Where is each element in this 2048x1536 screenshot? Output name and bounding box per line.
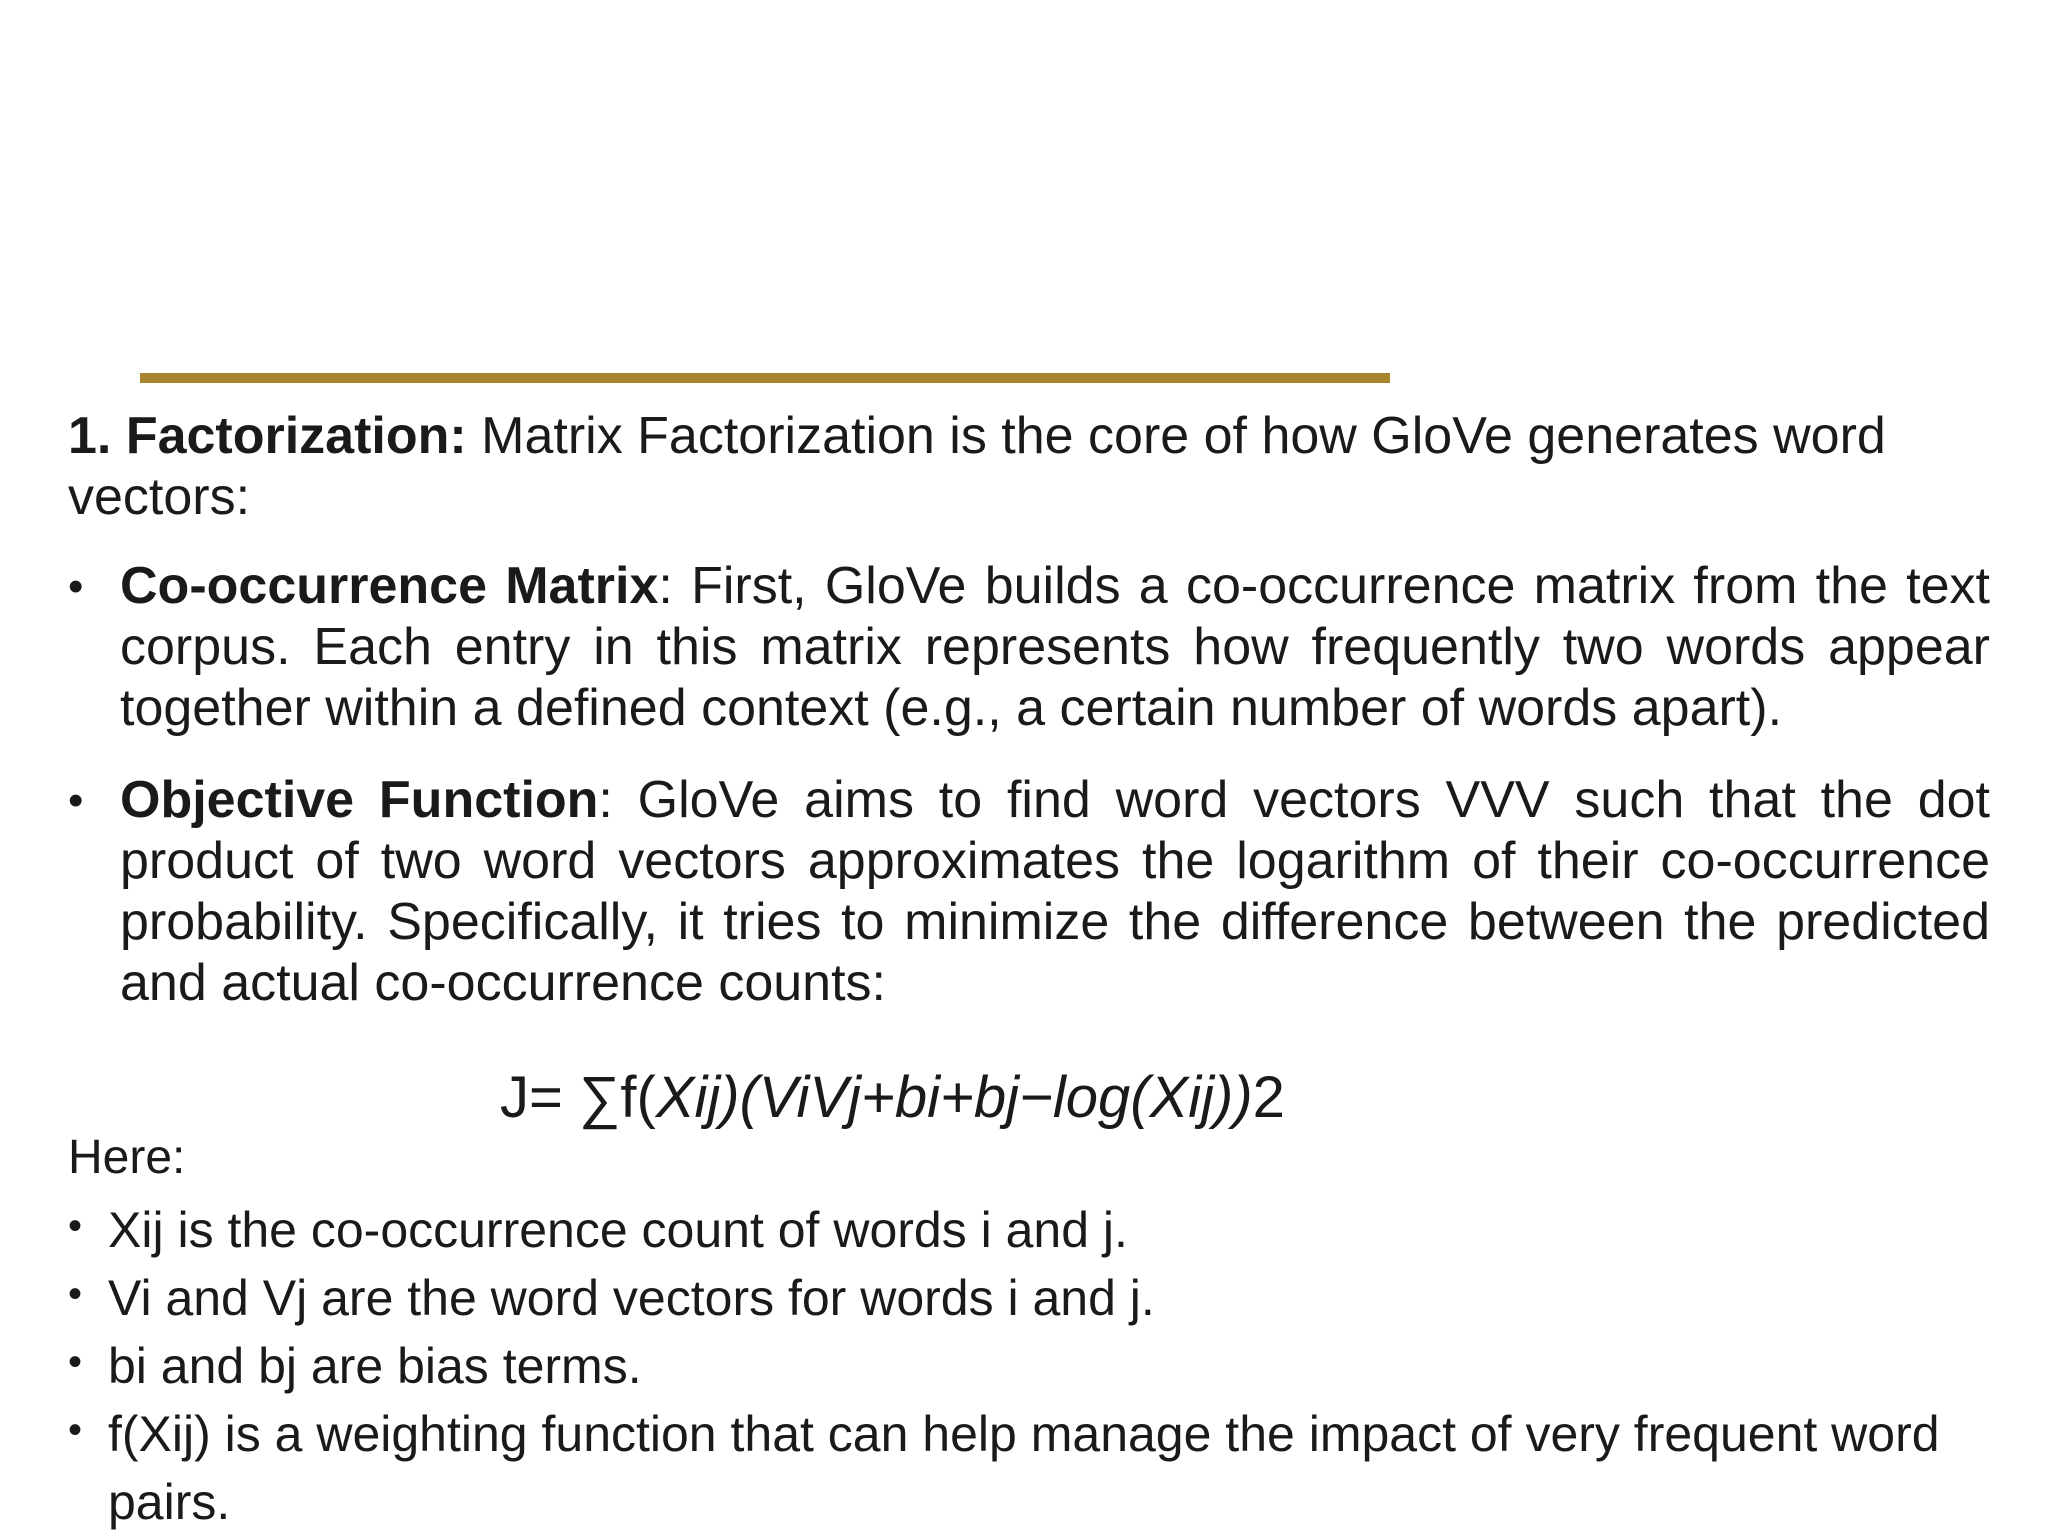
definition-text: bi and bj are bias terms. [108,1338,642,1394]
here-label: Here: [68,1131,186,1184]
formula-tail: 2 [1252,1065,1285,1130]
list-item [68,1196,2048,1264]
bullet-text: : First, GloVe builds a co-occurrence matrix from the text corpus. Each entry in this matrix represents how frequently two words appear together within a defined context (e.g., a certain number of words apart). [120,557,1990,737]
bullet-term: Objective Function [120,771,599,829]
heading-text: Matrix Factorization is the core of how GloVe generates word vectors: [68,407,1886,526]
bullet-icon: • [68,1340,83,1384]
list-item [68,1264,2048,1332]
list-item [68,770,1990,1014]
definition-text: f(Xij) is a weighting function that can help manage the impact of very frequent word pairs. [108,1406,1940,1530]
list-item [68,1332,2048,1400]
formula-upright: J= ∑f( [500,1065,656,1130]
bullet-icon: • [68,1408,83,1452]
bullet-text: : GloVe aims to find word vectors VVV such that the dot product of two word vectors approximates the logarithm of their co-occurrence probability. Specifically, it tries to minimize the difference between the predicted and actual co-occurrence counts: [120,771,1990,1012]
definition-text: Xij is the co-occurrence count of words i and j. [108,1202,1128,1258]
list-item [68,556,1990,739]
bullet-icon: • [68,776,84,825]
bullet-icon: • [68,562,84,611]
section-heading [68,406,1988,528]
heading-label: 1. Factorization: [68,407,467,465]
objective-formula [500,1064,1285,1132]
accent-divider [140,373,1390,383]
bullet-term: Co-occurrence Matrix [120,557,659,615]
definition-text: Vi and Vj are the word vectors for words i and j. [108,1270,1155,1326]
bullet-icon: • [68,1272,83,1316]
main-bullet-list [68,556,1990,1045]
bullet-icon: • [68,1204,83,1248]
formula-italic: Xij)(ViVj+bi+bj−log(Xij)) [655,1065,1253,1130]
list-item [68,1400,2048,1536]
definition-list [68,1196,2048,1536]
